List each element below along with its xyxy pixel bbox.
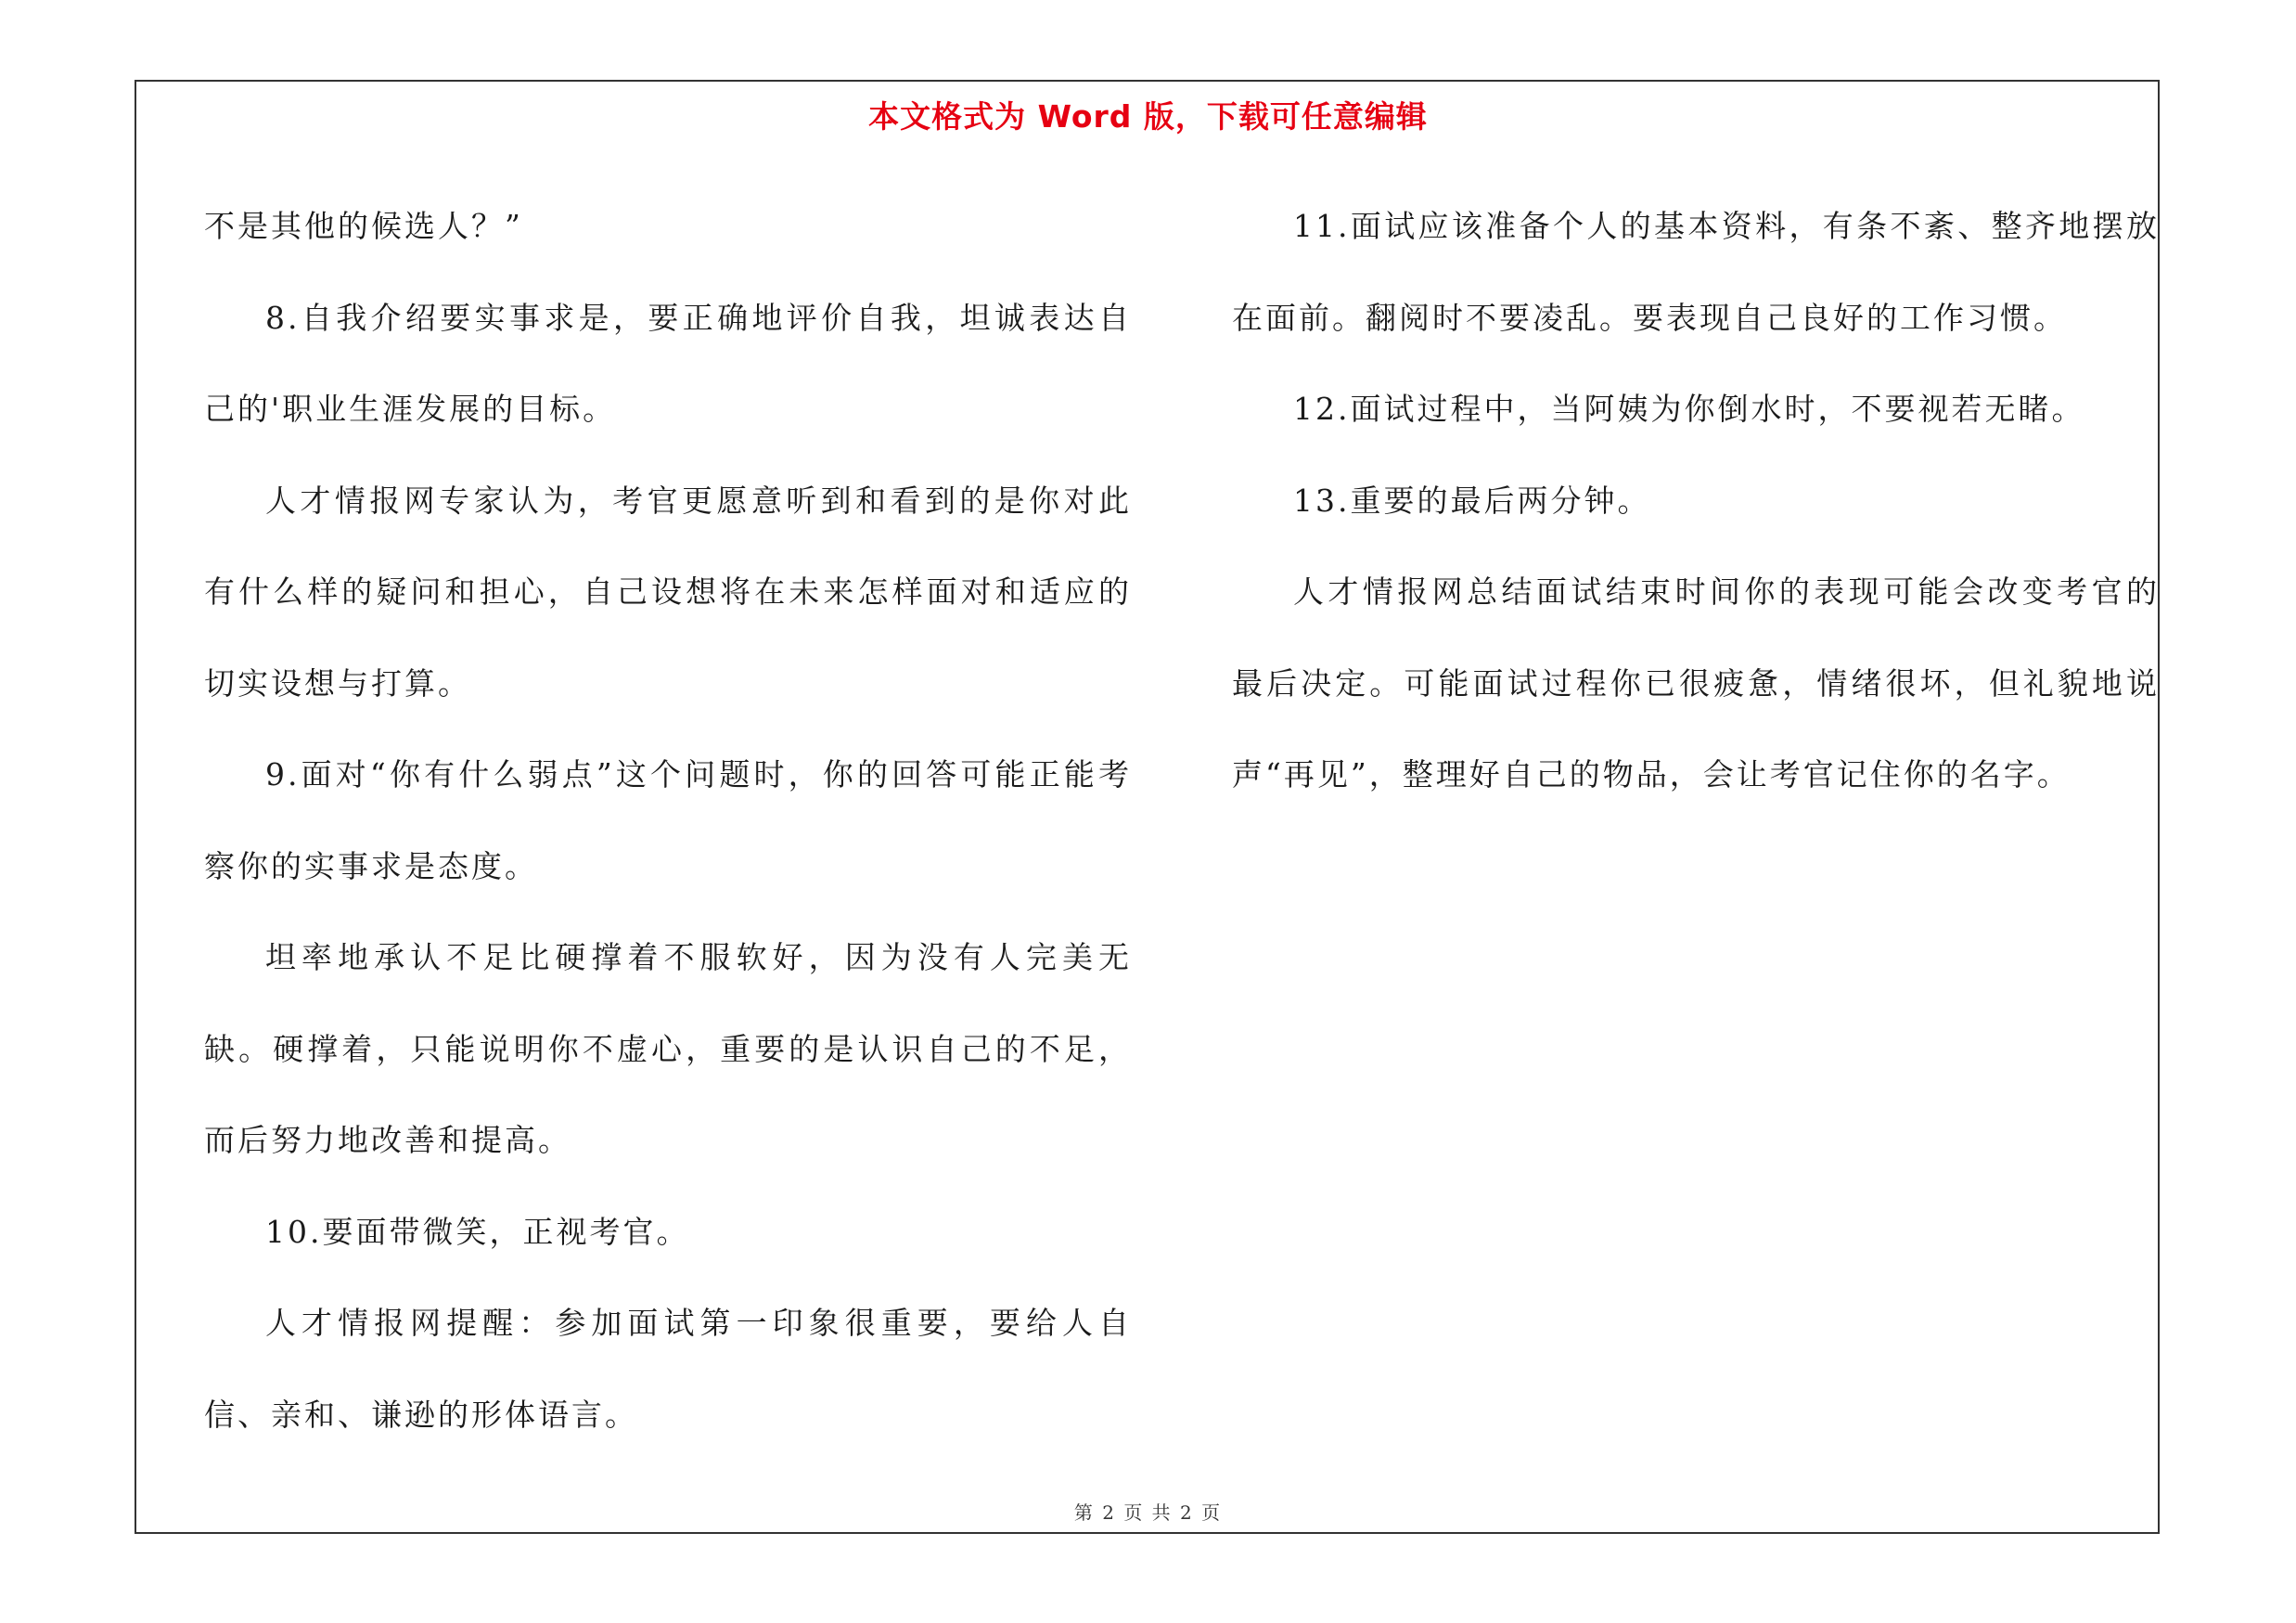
paragraph: 不是其他的候选人？” xyxy=(204,208,523,244)
paragraph: 9.面对“你有什么弱点”这个问题时，你的回答可能正能考察你的实事求是态度。 xyxy=(204,756,1132,884)
page-number-footer: 第 2 页 共 2 页 xyxy=(1073,1501,1223,1524)
paragraph: 10.要面带微笑，正视考官。 xyxy=(265,1213,690,1250)
paragraph: 坦率地承认不足比硬撑着不服软好，因为没有人完美无缺。硬撑着，只能说明你不虚心，重要的是认识自己的不足，而后努力地改善和提高。 xyxy=(204,939,1132,1158)
paragraph: 13.重要的最后两分钟。 xyxy=(1293,482,1651,519)
paragraph: 人才情报网提醒：参加面试第一印象很重要，要给人自信、亲和、谦逊的形体语言。 xyxy=(204,1305,1132,1433)
paragraph: 人才情报网总结面试结束时间你的表现可能会改变考官的最后决定。可能面试过程你已很疲惫，情绪很坏，但礼貌地说声“再见”，整理好自己的物品，会让考官记住你的名字。 xyxy=(1232,573,2160,792)
right-text-column xyxy=(1232,181,2160,821)
paragraph: 12.面试过程中，当阿姨为你倒水时，不要视若无睹。 xyxy=(1293,391,2085,427)
paragraph: 8.自我介绍要实事求是，要正确地评价自我，坦诚表达自己的'职业生涯发展的目标。 xyxy=(204,299,1132,427)
document-header-notice: 本文格式为 Word 版，下载可任意编辑 xyxy=(868,98,1428,135)
paragraph: 人才情报网专家认为，考官更愿意听到和看到的是你对此有什么样的疑问和担心，自己设想将在未来怎样面对和适应的切实设想与打算。 xyxy=(204,482,1132,702)
left-text-column xyxy=(204,181,1132,1461)
paragraph: 11.面试应该准备个人的基本资料，有条不紊、整齐地摆放在面前。翻阅时不要凌乱。要表现自己良好的工作习惯。 xyxy=(1232,208,2160,336)
